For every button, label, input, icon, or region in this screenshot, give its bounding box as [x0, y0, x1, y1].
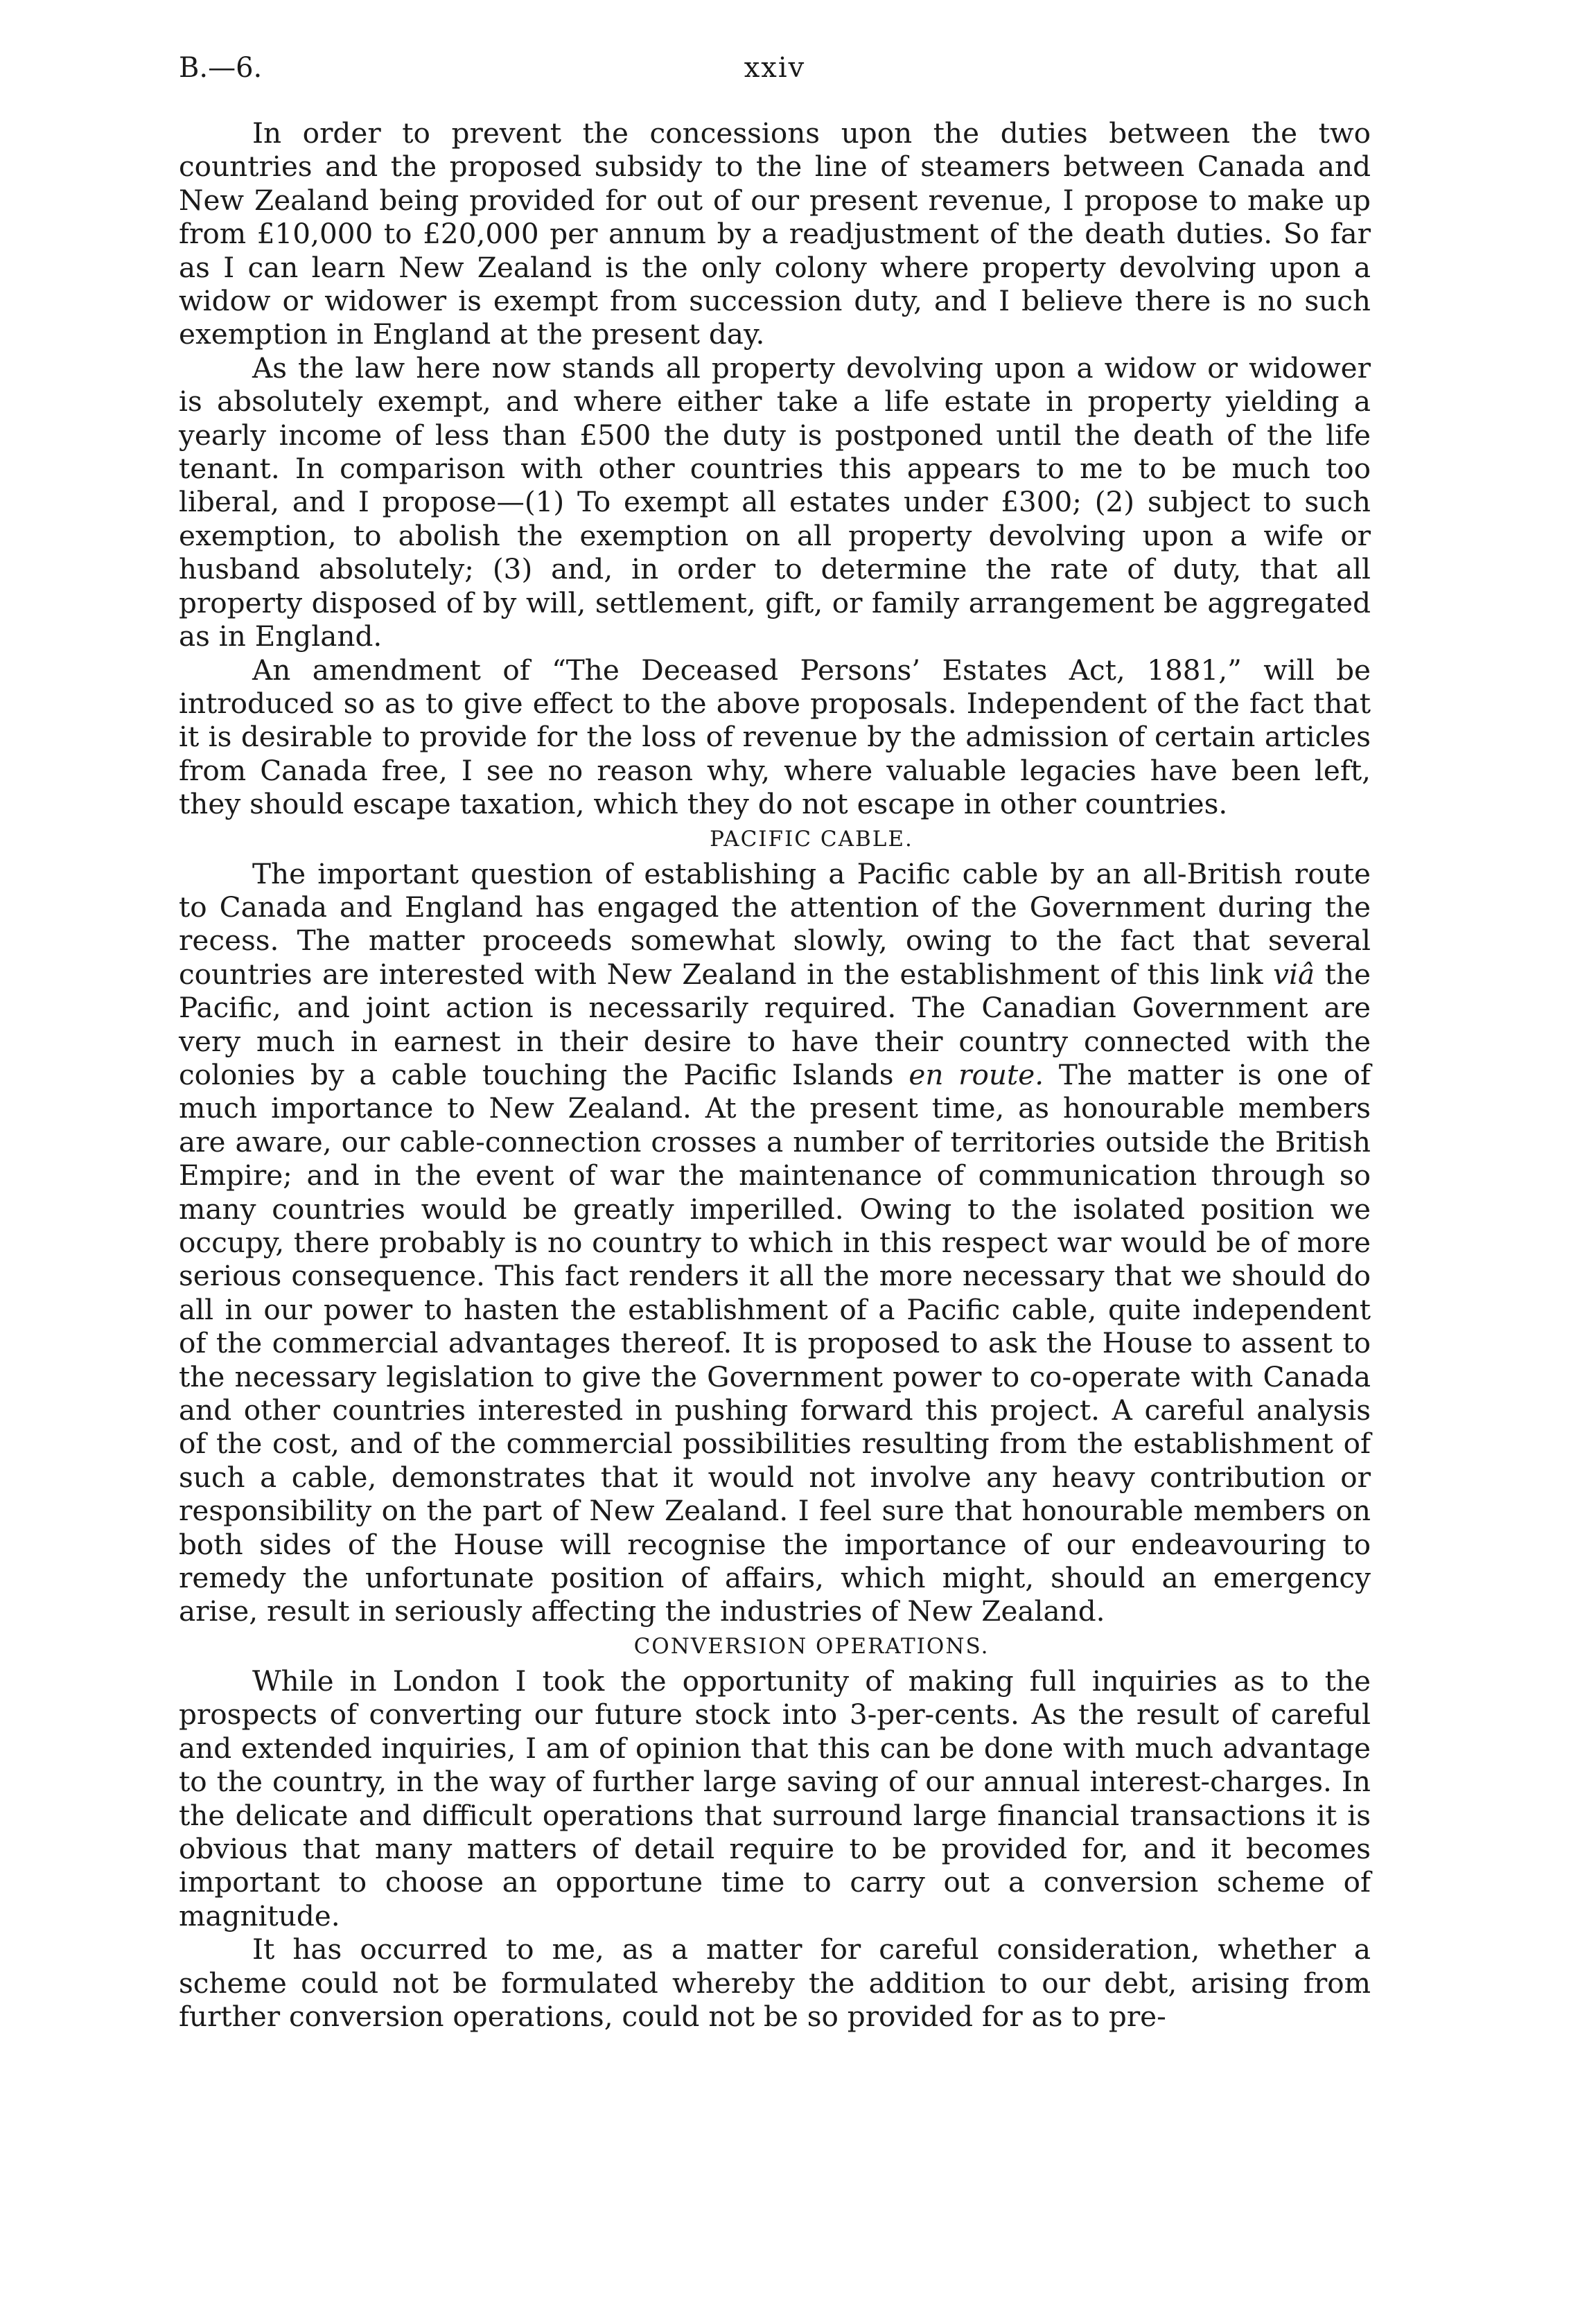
document-reference: B.—6. — [179, 52, 263, 84]
pacific-text-part-1: The important question of establishing a Pacific cable by an all-British route to Canada and England has engaged the attention of the Government during the recess. The matter proceeds somewhat slowly, owing to the fact that several countries are interested with New Zealand in the establishment of this link — [179, 856, 1371, 991]
paragraph-amendment: An amendment of “The Deceased Persons’ Estates Act, 1881,” will be introduced so as to give effect to the above proposals. Independent of the fact that it is desirable to provide for the loss of revenue by the admission of certain articles from Canada free, I see no reason why, where valuable legacies have been left, they should escape taxation, which they do not escape in other countries. — [179, 653, 1371, 821]
paragraph-law-exemption: As the law here now stands all property devolving upon a widow or widower is absolutely exempt, and where either take a life estate in property yielding a yearly income of less than £500 the duty is postponed until the death of the life tenant. In comparison with other countries this appears to me to be much too liberal, and I propose—(1) To exempt all estates under £300; (2) subject to such exemption, to abolish the exemption on all property devolving upon a wife or husband absolutely; (3) and, in order to determine the rate of duty, that all property disposed of by will, settlement, gift, or family arrangement be aggregated as in England. — [179, 351, 1371, 653]
pacific-text-part-3: The matter is one of much importance to New Zealand. At the present time, as honourable members are aware, our cable-connection crosses a number of territories outside the British Empire; and in the event of war the maintenance of communication through so many countries would be greatly imperilled. Owing to the isolated position we occupy, there probably is no country to which in this respect war would be of more serious consequence. This fact renders it all the more necessary that we should do all in our power to hasten the establishment of a Pacific cable, quite independent of the commercial advantages thereof. It is proposed to ask the House to assent to the necessary legislation to give the Government power to co-operate with Canada and other countries interested in pushing forward this project. A careful analysis of the cost, and of the commercial possibilities resulting from the establishment of such a cable, demonstrates that it would not involve any heavy contribution or responsibility on the part of New Zealand. I feel sure that honourable members on both sides of the House will recognise the importance of our endeavouring to remedy the unfortunate position of affairs, which might, should an emergency arise, result in seriously affecting the industries of New Zealand. — [179, 1057, 1371, 1628]
paragraph-conversion-scheme: It has occurred to me, as a matter for careful consideration, whether a scheme could not be formulated whereby the addition to our debt, arising from further conversion operations, could not be so provided for as to pre- — [179, 1933, 1371, 2033]
page-number: xxiv — [744, 52, 806, 84]
document-body — [179, 116, 1371, 2033]
pacific-text-part-2: the Pacific, and joint action is necessarily required. The Canadian Government are very much in earnest in their desire to have their country connected with the colonies by a cable touching the Pacific Islands — [179, 957, 1371, 1091]
paragraph-conversion-london: While in London I took the opportunity of making full inquiries as to the prospects of converting our future stock into 3-per-cents. As the result of careful and extended inquiries, I am of opinion that this can be done with much advantage to the country, in the way of further large saving of our annual interest-charges. In the delicate and difficult operations that surround large financial transactions it is obvious that many matters of detail require to be provided for, and it becomes important to choose an opportune time to carry out a conversion scheme of magnitude. — [179, 1664, 1371, 1933]
section-heading-conversion-operations: CONVERSION OPERATIONS. — [633, 1633, 990, 1659]
section-heading-pacific-cable: PACIFIC CABLE. — [710, 826, 913, 852]
italic-en-route: en route. — [909, 1057, 1044, 1091]
paragraph-death-duties: In order to prevent the concessions upon the duties between the two countries and the proposed subsidy to the line of steamers between Canada and New Zealand being provided for out of our present revenue, I propose to make up from £10,000 to £20,000 per annum by a readjustment of the death duties. So far as I can learn New Zealand is the only colony where property devolving upon a widow or widower is exempt from succession duty, and I believe there is no such exemption in England at the present day. — [179, 116, 1371, 351]
page-header — [179, 47, 1371, 89]
paragraph-pacific-cable — [179, 857, 1371, 1628]
italic-via: viâ — [1273, 957, 1315, 991]
